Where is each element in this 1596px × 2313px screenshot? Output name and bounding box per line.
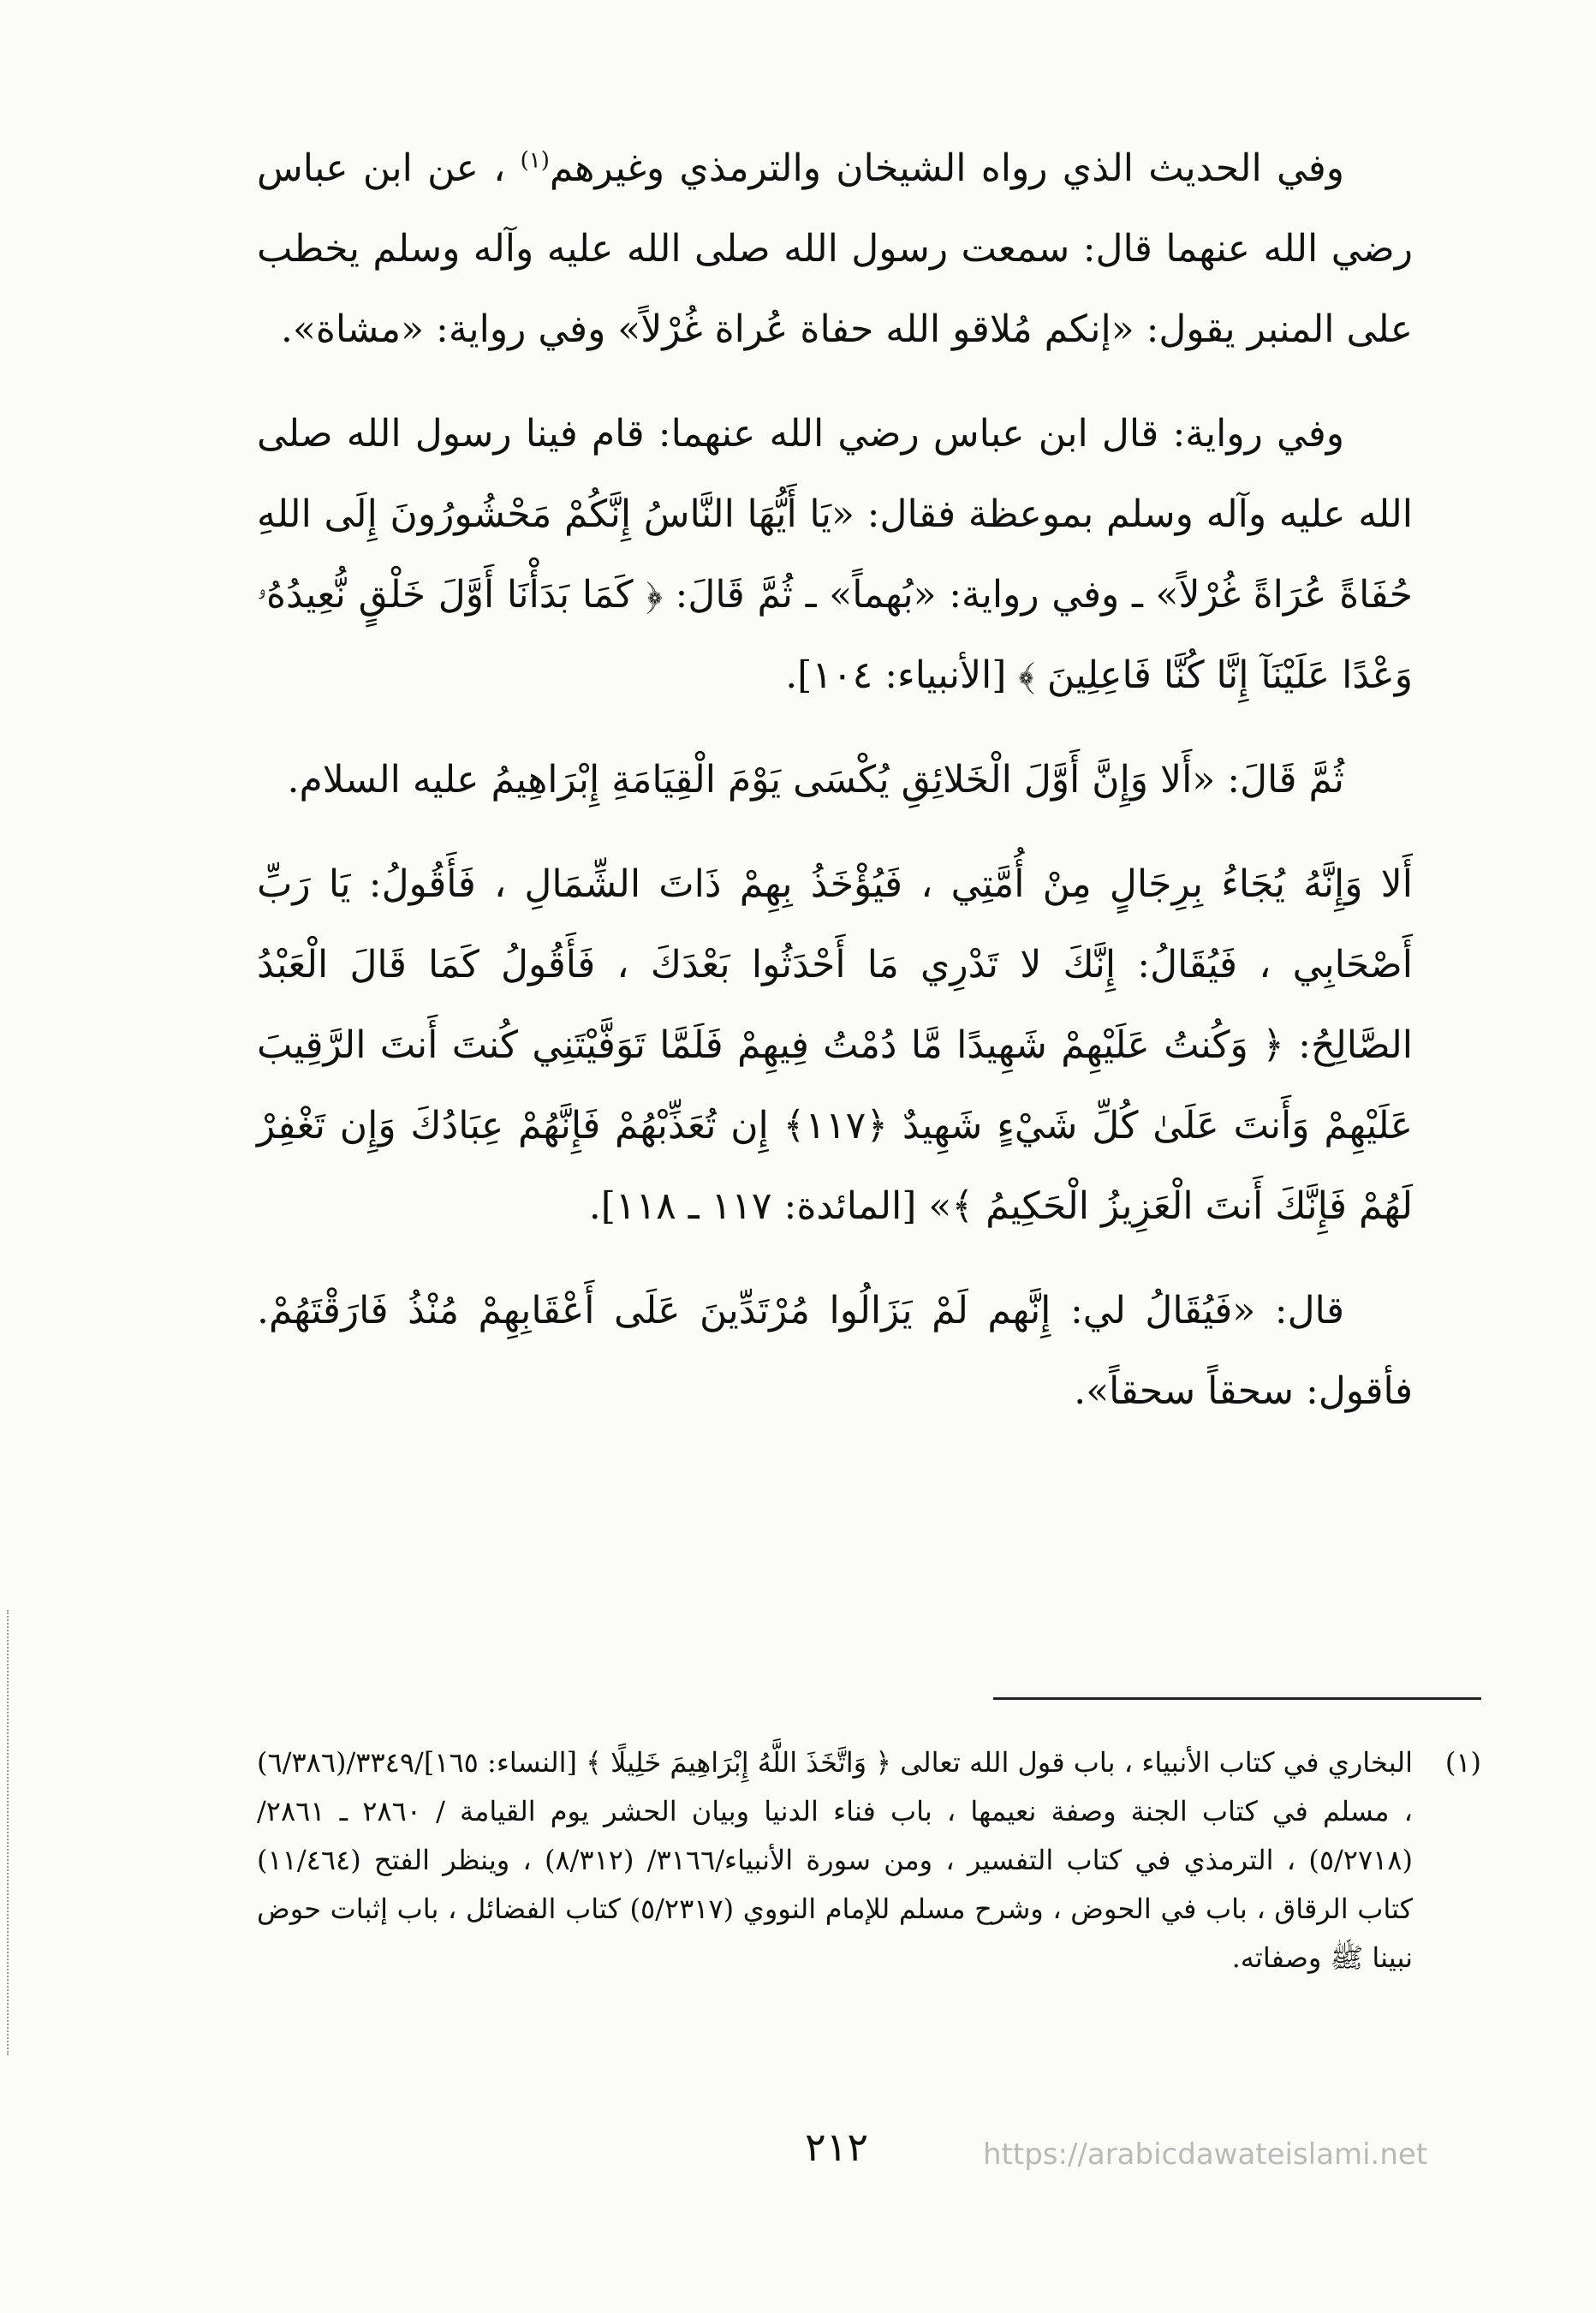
paragraph-1-text-cont: ، عن ابن عباس رضي الله عنهما قال: سمعت رسول الله صلى الله عليه وآله وسلم يخطب على المنبر يقول: «إنكم مُلاقو الله حفاة عُراة غُرْلاً» وفي رواية: «مشاة». (257, 146, 1413, 351)
scan-edge-marks (7, 1610, 14, 2055)
footnote-marker[interactable]: (١) (520, 147, 550, 174)
page-number: ٢١٢ (805, 2124, 869, 2170)
paragraph-2: وفي رواية: قال ابن عباس رضي الله عنهما: قام فينا رسول الله صلى الله عليه وآله وسلم بموعظة فقال: «يَا أَيُّهَا النَّاسُ إِنَّكُمْ مَحْشُورُونَ إِلَى اللهِ حُفَاةً عُرَاةً غُرْلاً» ـ وفي رواية: «بُهماً» ـ ثُمَّ قَالَ: ﴿ كَمَا بَدَأْنَا أَوَّلَ خَلْقٍ نُّعِيدُهُۥ وَعْدًا عَلَيْنَآ إِنَّا كُنَّا فَاعِلِينَ ﴾ [الأنبياء: ١٠٤]. (257, 412, 1413, 697)
paragraph-1-text: وفي الحديث الذي رواه الشيخان والترمذي وغيرهم (549, 146, 1344, 190)
footnote-text: البخاري في كتاب الأنبياء ، باب قول الله تعالى ﴿ وَاتَّخَذَ اللَّهُ إِبْرَاهِيمَ خَلِيلًا ﴾ [النساء: ١٦٥]/٣٣٤٩/(٦/٣٨٦) ، مسلم في كتاب الجنة وصفة نعيمها ، باب فناء الدنيا وبيان الحشر يوم القيامة / ٢٨٦٠ ـ ٢٨٦١/ (٥/٢٧١٨) ، الترمذي في كتاب التفسير ، ومن سورة الأنبياء/٣١٦٦/ (٨/٣١٢) ، وينظر الفتح (١١/٤٦٤) كتاب الرقاق ، باب في الحوض ، وشرح مسلم للإمام النووي (٥/٢٣١٧) كتاب الفضائل ، باب إثبات حوض نبينا ﷺ وصفاته. (257, 1746, 1414, 1974)
footnote-1 (257, 1738, 1481, 1982)
paragraph-1 (257, 128, 1413, 370)
paragraph-3: ثُمَّ قَالَ: «أَلا وَإِنَّ أَوَّلَ الْخَلائِقِ يُكْسَى يَوْمَ الْقِيَامَةِ إِبْرَاهِيمُ عليه السلام. (287, 758, 1344, 802)
paragraph-4: أَلا وَإِنَّهُ يُجَاءُ بِرِجَالٍ مِنْ أُمَّتِي ، فَيُؤْخَذُ بِهِمْ ذَاتَ الشِّمَالِ ، فَأَقُولُ: يَا رَبِّ أَصْحَابِي ، فَيُقَالُ: إِنَّكَ لا تَدْرِي مَا أَحْدَثُوا بَعْدَكَ ، فَأَقُولُ كَمَا قَالَ الْعَبْدُ الصَّالِحُ: ﴿ وَكُنتُ عَلَيْهِمْ شَهِيدًا مَّا دُمْتُ فِيهِمْ فَلَمَّا تَوَفَّيْتَنِي كُنتَ أَنتَ الرَّقِيبَ عَلَيْهِمْ وَأَنتَ عَلَىٰ كُلِّ شَيْءٍ شَهِيدٌ ﴿١١٧﴾ إِن تُعَذِّبْهُمْ فَإِنَّهُمْ عِبَادُكَ وَإِن تَغْفِرْ لَهُمْ فَإِنَّكَ أَنتَ الْعَزِيزُ الْحَكِيمُ ﴾» [المائدة: ١١٧ ـ ١١٨]. (257, 862, 1413, 1228)
footnote-divider (993, 1697, 1481, 1700)
footnote-number: (١) (1444, 1746, 1481, 1779)
paragraph-5: قال: «فَيُقَالُ لي: إِنَّهم لَمْ يَزَالُوا مُرْتَدِّينَ عَلَى أَعْقَابِهِمْ مُنْذُ فَارَقْتَهُمْ. فأقول: سحقاً سحقاً». (257, 1289, 1413, 1413)
watermark-url: https://arabicdawateislami.net (983, 2137, 1428, 2172)
main-text (257, 128, 1413, 1456)
footnotes (257, 1738, 1481, 1982)
